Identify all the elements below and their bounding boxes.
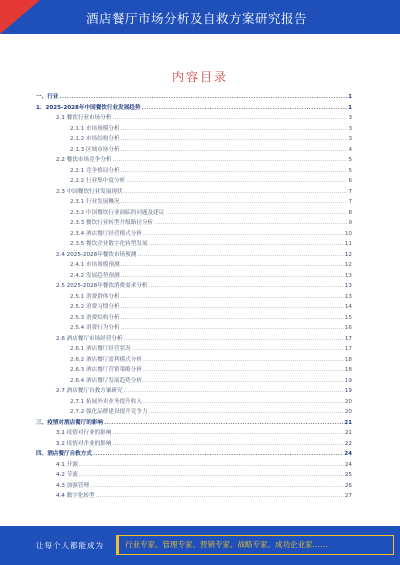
toc-entry[interactable]	[70, 365, 352, 375]
toc-entry-title: 2.5.1 消费群体分析	[70, 293, 120, 300]
toc-leader-dots	[165, 208, 347, 218]
toc-leader-dots	[126, 176, 347, 186]
toc-leader-dots	[149, 281, 344, 291]
toc-leader-dots	[121, 124, 348, 134]
toc-leader-dots	[143, 229, 344, 239]
toc-page-number: 1	[348, 94, 352, 100]
toc-leader-dots	[96, 491, 344, 501]
toc-entry[interactable]	[70, 239, 352, 249]
toc-page-number: 25	[344, 472, 352, 478]
toc-page-number: 22	[344, 440, 352, 447]
toc-entry[interactable]	[70, 176, 352, 186]
toc-page-number: 12	[344, 262, 352, 268]
toc-entry-title: 一、行业	[36, 94, 59, 100]
toc-leader-dots	[121, 271, 344, 281]
toc-entry-title: 2.3.3 餐饮行业转型升级路径分析	[70, 220, 154, 226]
toc-entry[interactable]	[70, 313, 352, 323]
toc-entry-title: 2.6 酒店餐厅市场经营分析	[56, 335, 123, 342]
toc-entry[interactable]	[56, 250, 352, 260]
toc-leader-dots	[143, 355, 344, 365]
toc-heading: 内容目录	[171, 70, 228, 84]
toc-entry-title: 2.7.2 强化品牌建设提升竞争力	[70, 409, 148, 415]
toc-entry-title: 2.7.1 拓展外卖业务提升收入	[70, 398, 142, 405]
toc-entry[interactable]	[56, 386, 352, 396]
toc-entry[interactable]	[70, 124, 352, 134]
toc-leader-dots	[124, 386, 344, 396]
toc-page-number: 20	[344, 398, 352, 405]
toc-entry[interactable]	[70, 302, 352, 312]
toc-page-number: 18	[344, 367, 352, 373]
toc-entry[interactable]	[70, 407, 352, 417]
toc-entry[interactable]	[70, 260, 352, 270]
toc-entry-title: 2.1.2 市场结构分析	[70, 136, 120, 142]
toc-page-number: 18	[344, 356, 352, 363]
toc-leader-dots	[79, 460, 344, 470]
toc-entry-title: 2.1.3 区域市场分析	[70, 146, 120, 153]
toc-entry[interactable]	[70, 166, 352, 176]
toc-entry-title: 3.1 疫情对行业的影响	[56, 430, 112, 436]
toc-entry[interactable]	[36, 92, 352, 102]
toc-entry-title: 三、疫情对酒店餐厅的影响	[36, 419, 104, 426]
toc-page-number: 1	[348, 104, 352, 111]
toc-entry[interactable]	[56, 187, 352, 197]
toc-leader-dots	[112, 439, 343, 449]
toc-leader-dots	[90, 481, 344, 491]
toc-entry-title: 4.1 开源	[56, 461, 78, 468]
toc-page-number: 13	[344, 283, 352, 289]
toc-entry[interactable]	[56, 470, 352, 480]
toc-page-number: 24	[344, 451, 352, 457]
toc-page-number: 15	[344, 314, 352, 321]
toc-entry-title: 四、酒店餐厅自救方式	[36, 451, 92, 457]
toc-entry-title: 2.5.4 消费行为分析	[70, 325, 120, 331]
toc-entry[interactable]	[56, 439, 352, 449]
toc-leader-dots	[149, 407, 344, 417]
toc-page-number: 11	[344, 241, 352, 247]
toc-entry-title: 2.6.4 酒店餐厅发展趋势分析	[70, 377, 142, 384]
toc-page-number: 10	[344, 230, 352, 237]
toc-page-number: 27	[344, 493, 352, 499]
toc-page-number: 7	[348, 188, 352, 195]
toc-entry-title: 2.5 2025-2028年餐饮消费需求分析	[56, 283, 148, 289]
toc-page-number: 19	[344, 377, 352, 384]
toc-entry-title: 2.6.2 酒店餐厅盈利模式分析	[70, 356, 142, 363]
header-bar	[0, 0, 400, 34]
toc-entry-title: 2.1 餐饮行业市场分析	[56, 115, 112, 121]
toc-entry[interactable]	[70, 344, 352, 354]
toc-entry-title: 2.4.1 市场规模预测	[70, 262, 120, 268]
toc-leader-dots	[121, 145, 348, 155]
footer-bar	[0, 526, 400, 565]
toc-page-number: 9	[348, 220, 352, 226]
toc-leader-dots	[121, 260, 344, 270]
toc-leader-dots	[149, 239, 344, 249]
footer-tagline: 行业专家、管理专家、营销专家、战略专家、成功企业家……	[118, 535, 394, 555]
toc-entry[interactable]	[36, 449, 352, 459]
toc-entry[interactable]	[70, 355, 352, 365]
toc-entry-title: 2.1.1 市场规模分析	[70, 125, 120, 132]
toc-entry-title: 2.2 餐饮市场竞争分析	[56, 157, 112, 163]
toc-leader-dots	[124, 187, 348, 197]
toc-leader-dots	[112, 113, 347, 123]
toc-entry-title: 2.5.3 消费结构分析	[70, 314, 120, 321]
toc-entry[interactable]	[70, 197, 352, 207]
toc-page-number: 7	[348, 199, 352, 205]
toc-entry-title: 2.3.2 中国餐饮行业面临的问题及建议	[70, 209, 165, 216]
toc-leader-dots	[121, 134, 348, 144]
toc-leader-dots	[143, 376, 344, 386]
toc-page-number: 3	[348, 136, 352, 142]
toc-page-number: 19	[344, 388, 352, 394]
table-of-contents	[0, 92, 400, 512]
toc-leader-dots	[79, 470, 344, 480]
toc-entry-title: 2.6.3 酒店餐厅营销策略分析	[70, 367, 142, 373]
toc-entry-title: 2.2.1 竞争格局分析	[70, 167, 120, 174]
toc-page-number: 3	[348, 115, 352, 121]
toc-leader-dots	[121, 197, 348, 207]
toc-page-number: 12	[344, 251, 352, 258]
toc-leader-dots	[137, 250, 344, 260]
toc-leader-dots	[104, 418, 343, 428]
toc-entry-title: 2.2.2 行业集中度分析	[70, 178, 126, 184]
toc-entry-title: 2.3 中国餐饮行业发展现状	[56, 188, 123, 195]
toc-entry-title: 4.3 加强管理	[56, 482, 90, 489]
header-corner-decoration	[0, 0, 40, 34]
toc-entry[interactable]	[56, 428, 352, 438]
toc-entry-title: 4.2 节流	[56, 472, 78, 478]
toc-page-number: 13	[344, 272, 352, 279]
toc-entry[interactable]	[70, 218, 352, 228]
toc-entry[interactable]	[70, 397, 352, 407]
toc-page-number: 5	[348, 167, 352, 174]
toc-entry-title: 2.4.2 发展趋势预测	[70, 272, 120, 279]
toc-entry[interactable]	[56, 334, 352, 344]
toc-page-number: 13	[344, 293, 352, 300]
toc-entry-title: 2.7 酒店餐厅自救方案研究	[56, 388, 123, 394]
toc-leader-dots	[112, 155, 347, 165]
toc-entry-title: 2.3.5 餐饮企业数字化转型发展	[70, 241, 148, 247]
toc-page-number: 21	[344, 419, 352, 426]
toc-page-number: 21	[344, 430, 352, 436]
toc-entry[interactable]	[70, 134, 352, 144]
toc-page-number: 16	[344, 325, 352, 331]
toc-entry-title: 1．2025-2028年中国餐饮行业发展趋势	[36, 104, 141, 111]
toc-page-number: 8	[348, 209, 352, 216]
toc-leader-dots	[154, 218, 347, 228]
toc-leader-dots	[121, 313, 344, 323]
toc-entry[interactable]	[70, 271, 352, 281]
toc-leader-dots	[143, 397, 344, 407]
toc-entry-title: 3.2 疫情对企业的影响	[56, 440, 112, 447]
toc-page-number: 24	[344, 461, 352, 468]
toc-page-number: 14	[344, 304, 352, 310]
toc-entry-title: 4.4 数字化转型	[56, 493, 95, 499]
toc-entry[interactable]	[70, 292, 352, 302]
toc-entry-title: 2.3.4 酒店餐厅经营模式分析	[70, 230, 142, 237]
toc-entry-title: 2.4 2025-2028年餐饮市场预测	[56, 251, 137, 258]
toc-entry[interactable]	[70, 323, 352, 333]
toc-page-number: 20	[344, 409, 352, 415]
toc-entry[interactable]	[70, 229, 352, 239]
toc-entry[interactable]	[36, 103, 352, 113]
toc-leader-dots	[141, 103, 347, 113]
toc-entry[interactable]	[36, 418, 352, 428]
toc-page-number: 3	[348, 125, 352, 132]
toc-entry[interactable]	[56, 491, 352, 501]
toc-entry-title: 2.6.1 酒店餐厅经营状况	[70, 346, 131, 352]
toc-entry[interactable]	[70, 145, 352, 155]
toc-leader-dots	[121, 302, 344, 312]
toc-page-number: 26	[344, 482, 352, 489]
toc-leader-dots	[121, 292, 344, 302]
toc-leader-dots	[143, 365, 344, 375]
toc-entry-title: 2.5.2 消费习惯分析	[70, 304, 120, 310]
toc-entry-title: 2.3.1 行业发展概况	[70, 199, 120, 205]
toc-page-number: 17	[344, 346, 352, 352]
toc-leader-dots	[132, 344, 344, 354]
toc-entry[interactable]	[56, 460, 352, 470]
toc-entry[interactable]	[56, 155, 352, 165]
toc-leader-dots	[124, 334, 344, 344]
toc-entry[interactable]	[56, 281, 352, 291]
toc-page-number: 5	[348, 157, 352, 163]
report-title: 酒店餐厅市场分析及自救方案研究报告	[86, 11, 308, 26]
toc-leader-dots	[121, 166, 348, 176]
toc-entry[interactable]	[70, 376, 352, 386]
toc-entry[interactable]	[56, 113, 352, 123]
toc-entry[interactable]	[70, 208, 352, 218]
footer-slogan: 让每个人都能成为	[36, 541, 104, 550]
toc-leader-dots	[121, 323, 344, 333]
toc-page-number: 6	[348, 178, 352, 184]
toc-page-number: 17	[344, 335, 352, 342]
toc-page-number: 4	[348, 146, 352, 153]
toc-entry[interactable]	[56, 481, 352, 491]
toc-leader-dots	[59, 92, 347, 102]
toc-leader-dots	[112, 428, 343, 438]
toc-leader-dots	[93, 449, 343, 459]
